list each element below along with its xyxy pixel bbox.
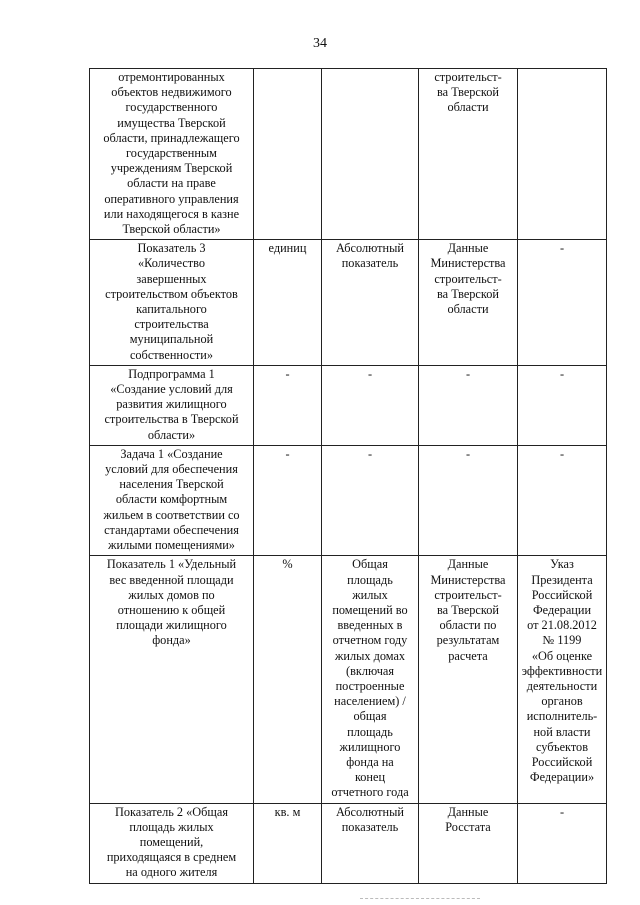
indicator-name-cell: Подпрограмма 1 «Создание условий для развития жилищного строительства в Тверской области» <box>90 365 254 445</box>
indicator-name-cell: Показатель 2 «Общая площадь жилых помещений, приходящаяся в среднем на одного жителя <box>90 803 254 883</box>
data-source-cell: Данные Министерства строительст- ва Тверской области <box>419 240 518 366</box>
basis-cell: - <box>518 240 607 366</box>
table-row <box>90 803 607 883</box>
table-row <box>90 240 607 366</box>
data-source-cell: Данные Министерства строительст- ва Тверской области по результатам расчета <box>419 556 518 803</box>
calculation-method-cell: Абсолютный показатель <box>322 240 419 366</box>
calculation-method-cell: Абсолютный показатель <box>322 803 419 883</box>
indicator-name-cell: Показатель 1 «Удельный вес введенной площади жилых домов по отношению к общей площади жилищного фонда» <box>90 556 254 803</box>
unit-cell: единиц <box>254 240 322 366</box>
indicator-name-cell: отремонтированных объектов недвижимого государственного имущества Тверской области, принадлежащего государственным учреждениям Тверской области на праве оперативного управления или находящегося в казне Тверской области» <box>90 69 254 240</box>
indicator-name-cell: Показатель 3 «Количество завершенных строительством объектов капитального строительства муниципальной собственности» <box>90 240 254 366</box>
unit-cell: кв. м <box>254 803 322 883</box>
indicator-name-cell: Задача 1 «Создание условий для обеспечения населения Тверской области комфортным жильем в соответствии со стандартами обеспечения жилыми помещениями» <box>90 445 254 555</box>
table-row <box>90 365 607 445</box>
calculation-method-cell <box>322 69 419 240</box>
indicator-table <box>89 68 607 884</box>
unit-cell <box>254 69 322 240</box>
data-source-cell: - <box>419 445 518 555</box>
data-source-cell: - <box>419 365 518 445</box>
table-row <box>90 69 607 240</box>
basis-cell: - <box>518 445 607 555</box>
basis-cell: Указ Президента Российской Федерации от 21.08.2012 № 1199 «Об оценке эффективности деятельности органов исполнитель- ной власти субъектов Российской Федерации» <box>518 556 607 803</box>
calculation-method-cell: Общая площадь жилых помещений во введенных в отчетном году жилых домах (включая построенные населением) / общая площадь жилищного фонда на конец отчетного года <box>322 556 419 803</box>
scan-artifact-line <box>360 898 480 899</box>
data-source-cell: строительст- ва Тверской области <box>419 69 518 240</box>
basis-cell <box>518 69 607 240</box>
unit-cell: - <box>254 445 322 555</box>
data-source-cell: Данные Росстата <box>419 803 518 883</box>
calculation-method-cell: - <box>322 365 419 445</box>
table-row <box>90 445 607 555</box>
table-row <box>90 556 607 803</box>
unit-cell: % <box>254 556 322 803</box>
calculation-method-cell: - <box>322 445 419 555</box>
basis-cell: - <box>518 365 607 445</box>
unit-cell: - <box>254 365 322 445</box>
basis-cell: - <box>518 803 607 883</box>
page-number: 34 <box>313 36 327 51</box>
